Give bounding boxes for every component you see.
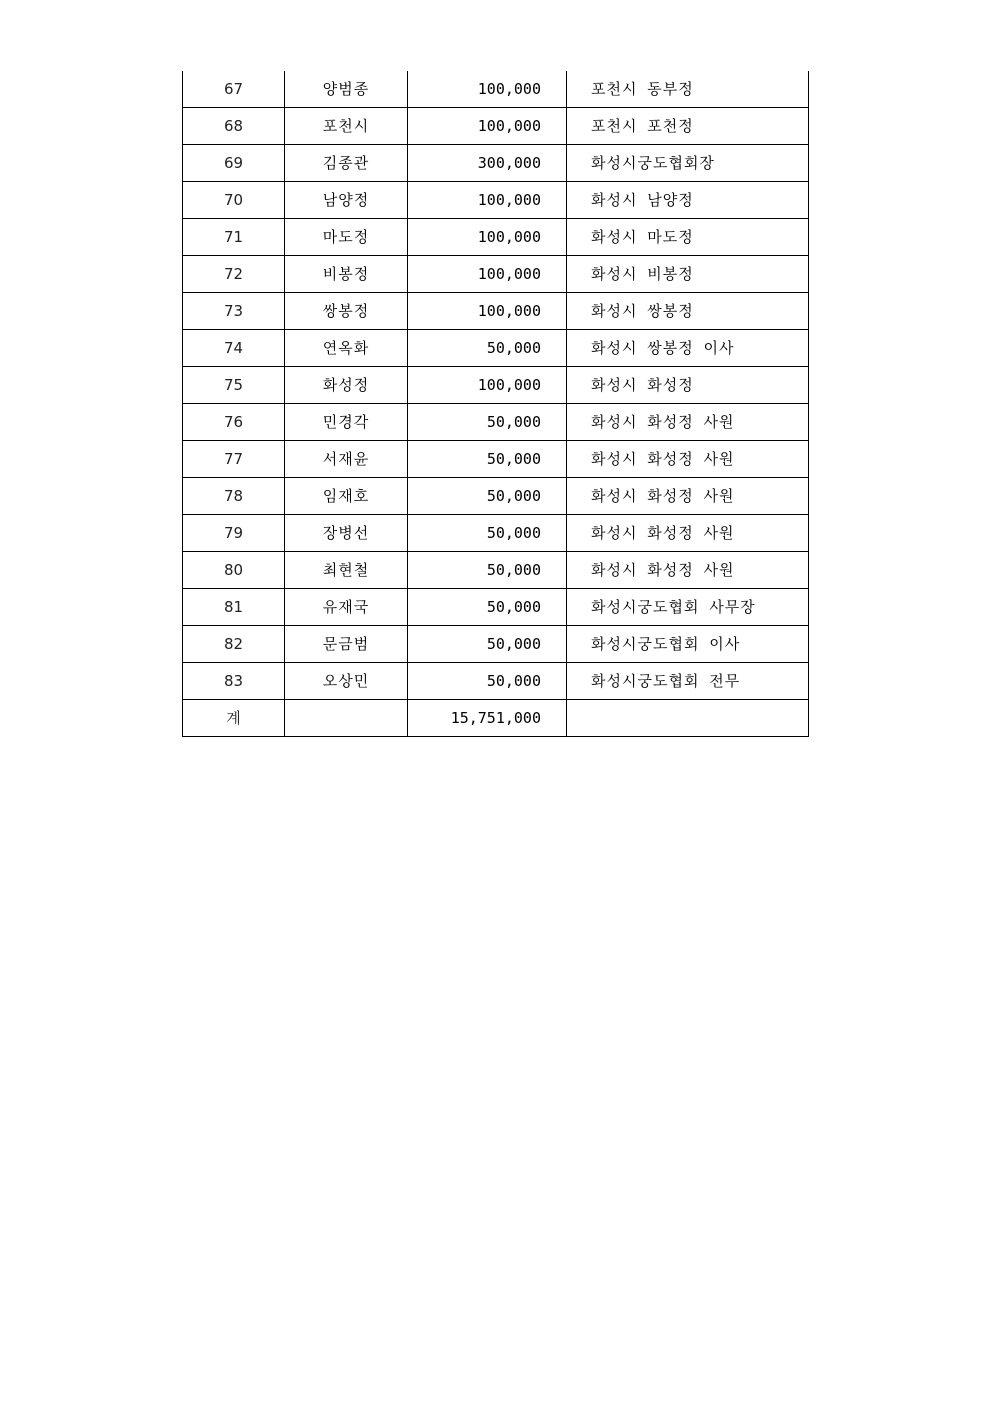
table-row bbox=[183, 589, 809, 626]
donor-affiliation: 화성시 화성정 사원 bbox=[567, 404, 809, 441]
table-row bbox=[183, 256, 809, 293]
table-row bbox=[183, 293, 809, 330]
total-amount: 15,751,000 bbox=[408, 700, 567, 737]
table-row bbox=[183, 478, 809, 515]
donor-affiliation: 화성시 쌍봉정 이사 bbox=[567, 330, 809, 367]
donor-affiliation: 화성시 화성정 사원 bbox=[567, 441, 809, 478]
donor-affiliation: 화성시궁도협회 이사 bbox=[567, 626, 809, 663]
donor-name: 마도정 bbox=[285, 219, 408, 256]
donor-name: 유재국 bbox=[285, 589, 408, 626]
table-row bbox=[183, 182, 809, 219]
row-number: 83 bbox=[183, 663, 285, 700]
donor-name: 서재윤 bbox=[285, 441, 408, 478]
donor-affiliation: 화성시궁도협회 사무장 bbox=[567, 589, 809, 626]
donation-table-body bbox=[183, 71, 809, 737]
donor-name: 양범종 bbox=[285, 71, 408, 108]
donation-amount: 50,000 bbox=[408, 478, 567, 515]
total-name-cell bbox=[285, 700, 408, 737]
table-row bbox=[183, 367, 809, 404]
row-number: 68 bbox=[183, 108, 285, 145]
row-number: 75 bbox=[183, 367, 285, 404]
donor-affiliation: 화성시 화성정 사원 bbox=[567, 552, 809, 589]
row-number: 81 bbox=[183, 589, 285, 626]
donation-amount: 50,000 bbox=[408, 552, 567, 589]
row-number: 76 bbox=[183, 404, 285, 441]
table-row bbox=[183, 663, 809, 700]
donor-affiliation: 포천시 동부정 bbox=[567, 71, 809, 108]
donor-name: 화성정 bbox=[285, 367, 408, 404]
table-row bbox=[183, 515, 809, 552]
total-label: 계 bbox=[183, 700, 285, 737]
donation-amount: 100,000 bbox=[408, 71, 567, 108]
table-row bbox=[183, 219, 809, 256]
donation-amount: 100,000 bbox=[408, 219, 567, 256]
donor-name: 문금범 bbox=[285, 626, 408, 663]
row-number: 69 bbox=[183, 145, 285, 182]
donor-name: 남양정 bbox=[285, 182, 408, 219]
donation-amount: 50,000 bbox=[408, 330, 567, 367]
donor-affiliation: 화성시 쌍봉정 bbox=[567, 293, 809, 330]
donor-affiliation: 화성시 화성정 bbox=[567, 367, 809, 404]
total-row bbox=[183, 700, 809, 737]
donation-amount: 50,000 bbox=[408, 663, 567, 700]
table-row bbox=[183, 552, 809, 589]
donation-amount: 100,000 bbox=[408, 367, 567, 404]
donor-name: 임재호 bbox=[285, 478, 408, 515]
donation-amount: 50,000 bbox=[408, 589, 567, 626]
donor-affiliation: 화성시 비봉정 bbox=[567, 256, 809, 293]
donor-name: 김종관 bbox=[285, 145, 408, 182]
donation-table bbox=[182, 71, 809, 737]
donor-name: 포천시 bbox=[285, 108, 408, 145]
table-row bbox=[183, 441, 809, 478]
donor-affiliation: 화성시 남양정 bbox=[567, 182, 809, 219]
donation-amount: 50,000 bbox=[408, 626, 567, 663]
donor-name: 연옥화 bbox=[285, 330, 408, 367]
donation-amount: 50,000 bbox=[408, 404, 567, 441]
donor-name: 쌍봉정 bbox=[285, 293, 408, 330]
donor-name: 오상민 bbox=[285, 663, 408, 700]
donation-amount: 100,000 bbox=[408, 293, 567, 330]
donor-name: 최현철 bbox=[285, 552, 408, 589]
row-number: 72 bbox=[183, 256, 285, 293]
row-number: 78 bbox=[183, 478, 285, 515]
donor-name: 비봉정 bbox=[285, 256, 408, 293]
donation-amount: 100,000 bbox=[408, 182, 567, 219]
table-row bbox=[183, 330, 809, 367]
donation-amount: 100,000 bbox=[408, 108, 567, 145]
row-number: 73 bbox=[183, 293, 285, 330]
row-number: 74 bbox=[183, 330, 285, 367]
donor-name: 민경각 bbox=[285, 404, 408, 441]
donor-affiliation: 화성시 화성정 사원 bbox=[567, 515, 809, 552]
table-row bbox=[183, 626, 809, 663]
total-note-cell bbox=[567, 700, 809, 737]
row-number: 77 bbox=[183, 441, 285, 478]
table-row bbox=[183, 145, 809, 182]
donor-affiliation: 화성시궁도협회 전무 bbox=[567, 663, 809, 700]
row-number: 80 bbox=[183, 552, 285, 589]
donor-name: 장병선 bbox=[285, 515, 408, 552]
table-row bbox=[183, 108, 809, 145]
donor-affiliation: 화성시궁도협회장 bbox=[567, 145, 809, 182]
donation-amount: 50,000 bbox=[408, 515, 567, 552]
row-number: 79 bbox=[183, 515, 285, 552]
row-number: 82 bbox=[183, 626, 285, 663]
donation-amount: 100,000 bbox=[408, 256, 567, 293]
row-number: 70 bbox=[183, 182, 285, 219]
donor-affiliation: 화성시 화성정 사원 bbox=[567, 478, 809, 515]
donation-amount: 50,000 bbox=[408, 441, 567, 478]
row-number: 71 bbox=[183, 219, 285, 256]
donation-amount: 300,000 bbox=[408, 145, 567, 182]
table-row bbox=[183, 404, 809, 441]
row-number: 67 bbox=[183, 71, 285, 108]
donor-affiliation: 포천시 포천정 bbox=[567, 108, 809, 145]
table-row bbox=[183, 71, 809, 108]
donor-affiliation: 화성시 마도정 bbox=[567, 219, 809, 256]
